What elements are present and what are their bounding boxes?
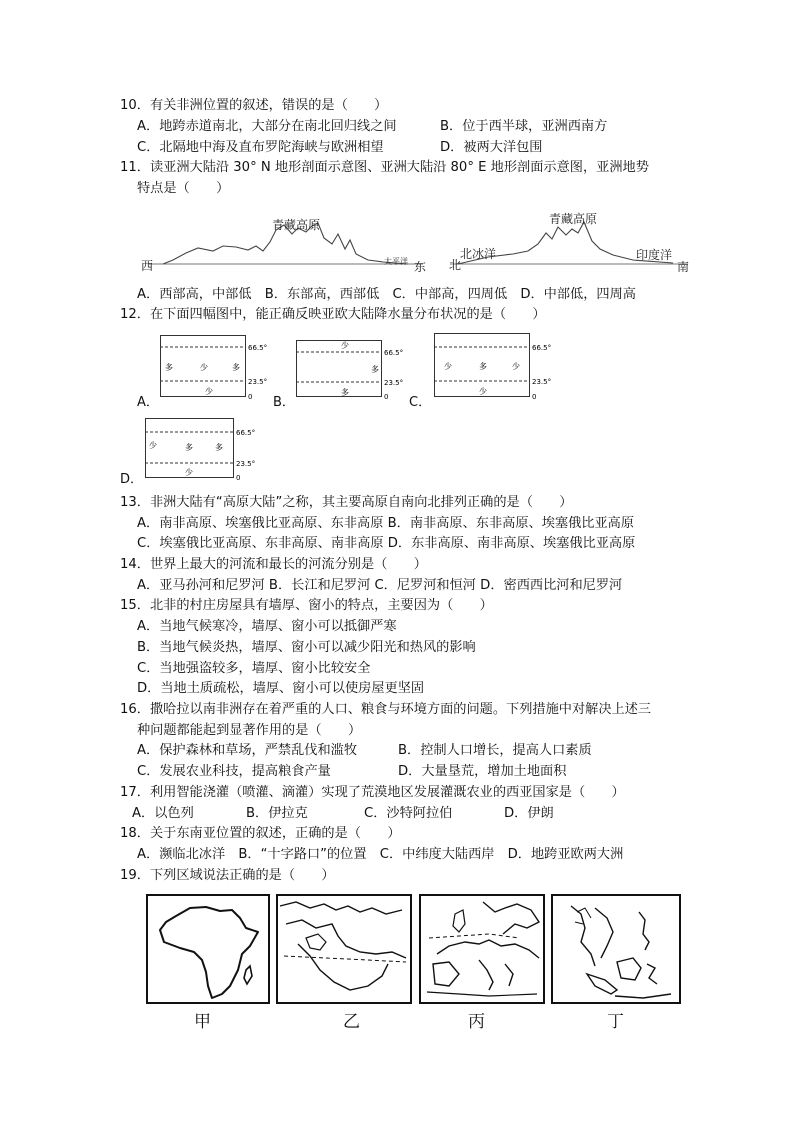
q16-option-b: B．控制人口增长，提高人口素质	[398, 743, 592, 758]
q16-stem-line1: 16．撒哈拉以南非洲存在着严重的人口、粮食与环境方面的问题。下列措施中对解决上述三	[120, 702, 652, 717]
q12-option-b-label: B．	[273, 395, 295, 410]
q18-options: A．濒临北冰洋 B．“十字路口”的位置 C．中纬度大陆西岸 D．地跨亚欧两大洲	[137, 847, 624, 862]
profile-80e-title: 青藏高原	[549, 212, 598, 226]
q17-option-a: A．以色列	[132, 806, 194, 821]
q16-option-a: A．保护森林和草场，严禁乱伐和滥牧	[137, 743, 358, 758]
q16-stem-line2: 种问题都能起到显著作用的是（ ）	[137, 723, 362, 738]
q12-a-lat-high: 66.5°	[248, 344, 268, 352]
profile-80e-arctic-ocean-label: 北冰洋	[460, 247, 497, 261]
q12-figure-c	[434, 333, 552, 405]
q12-b-word-east: 多	[371, 365, 379, 374]
q10-option-d: D．被两大洋包围	[440, 140, 543, 155]
profile-30n-figure	[138, 205, 438, 280]
q11-stem-line1: 11．读亚洲大陆沿 30° N 地形剖面示意图、亚洲大陆沿 80° E 地形剖面示意图，亚洲地势	[120, 160, 649, 175]
q10-option-c: C．北隔地中海及直布罗陀海峡与欧洲相望	[137, 140, 384, 155]
q12-b-lat-high: 66.5°	[384, 349, 404, 357]
q17-stem: 17．利用智能浇灌（喷灌、滴灌）实现了荒漠地区发展灌溉农业的西亚国家是（ ）	[120, 785, 625, 800]
profile-80e-south-label: 南	[677, 260, 690, 274]
q18-stem: 18．关于东南亚位置的叙述，正确的是（ ）	[120, 826, 401, 841]
q12-a-lat-zero: 0	[248, 393, 253, 401]
q12-c-word-south: 少	[479, 387, 487, 396]
q12-figure-b	[296, 340, 404, 405]
q12-a-word-center: 少	[200, 363, 208, 372]
q13-stem: 13．非洲大陆有“高原大陆”之称，其主要高原自南向北排列正确的是（ ）	[120, 495, 573, 510]
q12-d-lat-high: 66.5°	[236, 429, 256, 437]
q12-b-word-south: 多	[341, 388, 349, 397]
profile-80e-north-label: 北	[449, 258, 462, 272]
q12-d-lat-zero: 0	[236, 474, 241, 482]
profile-80e-figure	[448, 205, 693, 280]
map-bing-label: 丙	[468, 1012, 485, 1032]
q12-b-lat-low: 23.5°	[384, 379, 404, 387]
q13-options-row2: C．埃塞俄比亚高原、东非高原、南非高原 D．东非高原、南非高原、埃塞俄比亚高原	[137, 536, 636, 551]
q12-d-word-center: 多	[185, 443, 193, 452]
q12-d-word-east: 多	[215, 443, 223, 452]
q15-stem: 15．北非的村庄房屋具有墙厚、窗小的特点，主要因为（ ）	[120, 598, 493, 613]
q19-stem: 19．下列区域说法正确的是（ ）	[120, 868, 335, 883]
q12-c-word-center: 多	[479, 362, 487, 371]
q12-a-word-east: 多	[232, 363, 240, 372]
profile-30n-west-label: 西	[141, 259, 154, 273]
map-jia-africa	[146, 894, 270, 1004]
q13-options-row1: A．南非高原、埃塞俄比亚高原、东非高原 B．南非高原、东非高原、埃塞俄比亚高原	[137, 516, 635, 531]
map-bing-europe	[419, 894, 545, 1004]
map-yi-label: 乙	[343, 1012, 360, 1032]
q12-c-lat-high: 66.5°	[532, 344, 552, 352]
q12-a-word-south: 少	[205, 387, 213, 396]
q12-option-d-label: D．	[120, 472, 144, 487]
q12-d-lat-low: 23.5°	[236, 460, 256, 468]
q14-options: A．亚马孙河和尼罗河 B．长江和尼罗河 C．尼罗河和恒河 D．密西西比河和尼罗河	[137, 578, 623, 593]
q17-option-d: D．伊朗	[504, 806, 554, 821]
q15-option-a: A．当地气候寒冷，墙厚、窗小可以抵御严寒	[137, 619, 397, 634]
map-ding-label: 丁	[607, 1012, 624, 1032]
q10-option-a: A．地跨赤道南北，大部分在南北回归线之间	[137, 119, 397, 134]
map-ding-frame	[552, 895, 680, 1003]
q17-option-b: B．伊拉克	[246, 806, 308, 821]
profile-30n-ocean-label: 太平洋	[384, 257, 408, 266]
q12-d-word-south: 少	[185, 468, 193, 477]
q12-option-a-label: A．	[137, 395, 159, 410]
q12-b-frame	[297, 341, 382, 397]
q12-a-word-west: 多	[165, 363, 173, 372]
q12-d-word-west: 少	[149, 441, 157, 450]
q15-option-c: C．当地强盗较多，墙厚、窗小比较安全	[137, 661, 371, 676]
q12-b-lat-zero: 0	[384, 393, 389, 401]
q14-stem: 14．世界上最大的河流和最长的河流分别是（ ）	[120, 557, 427, 572]
map-ding-southeast-asia	[551, 894, 681, 1004]
q12-c-lat-zero: 0	[532, 393, 537, 401]
q10-stem: 10．有关非洲位置的叙述，错误的是（ ）	[120, 98, 388, 113]
map-yi-west-asia	[276, 894, 412, 1004]
q12-a-lat-low: 23.5°	[248, 378, 268, 386]
q11-stem-line2: 特点是（ ）	[137, 181, 230, 196]
q16-option-c: C．发展农业科技，提高粮食产量	[137, 764, 331, 779]
q11-options: A．西部高，中部低 B．东部高，西部低 C．中部高，四周低 D．中部低，四周高	[137, 287, 636, 302]
q15-option-d: D．当地土质疏松，墙厚、窗小可以使房屋更坚固	[137, 681, 425, 696]
q12-c-lat-low: 23.5°	[532, 378, 552, 386]
profile-30n-east-label: 东	[414, 260, 427, 274]
q12-c-word-west: 少	[444, 362, 452, 371]
profile-80e-indian-ocean-label: 印度洋	[636, 248, 673, 262]
q16-option-d: D．大量垦荒，增加土地面积	[398, 764, 567, 779]
q12-figure-a	[160, 335, 268, 405]
q15-option-b: B．当地气候炎热，墙厚、窗小可以减少阳光和热风的影响	[137, 640, 476, 655]
q17-option-c: C．沙特阿拉伯	[364, 806, 453, 821]
profile-30n-title: 青藏高原	[272, 218, 321, 232]
q12-option-c-label: C．	[409, 395, 432, 410]
q10-option-b: B．位于西半球，亚洲西南方	[440, 119, 608, 134]
q12-figure-d	[145, 418, 260, 490]
q12-stem: 12．在下面四幅图中，能正确反映亚欧大陆降水量分布状况的是（ ）	[120, 307, 546, 322]
q12-b-word-north: 少	[341, 341, 349, 350]
q12-c-word-east: 少	[512, 362, 520, 371]
map-jia-label: 甲	[194, 1012, 211, 1032]
